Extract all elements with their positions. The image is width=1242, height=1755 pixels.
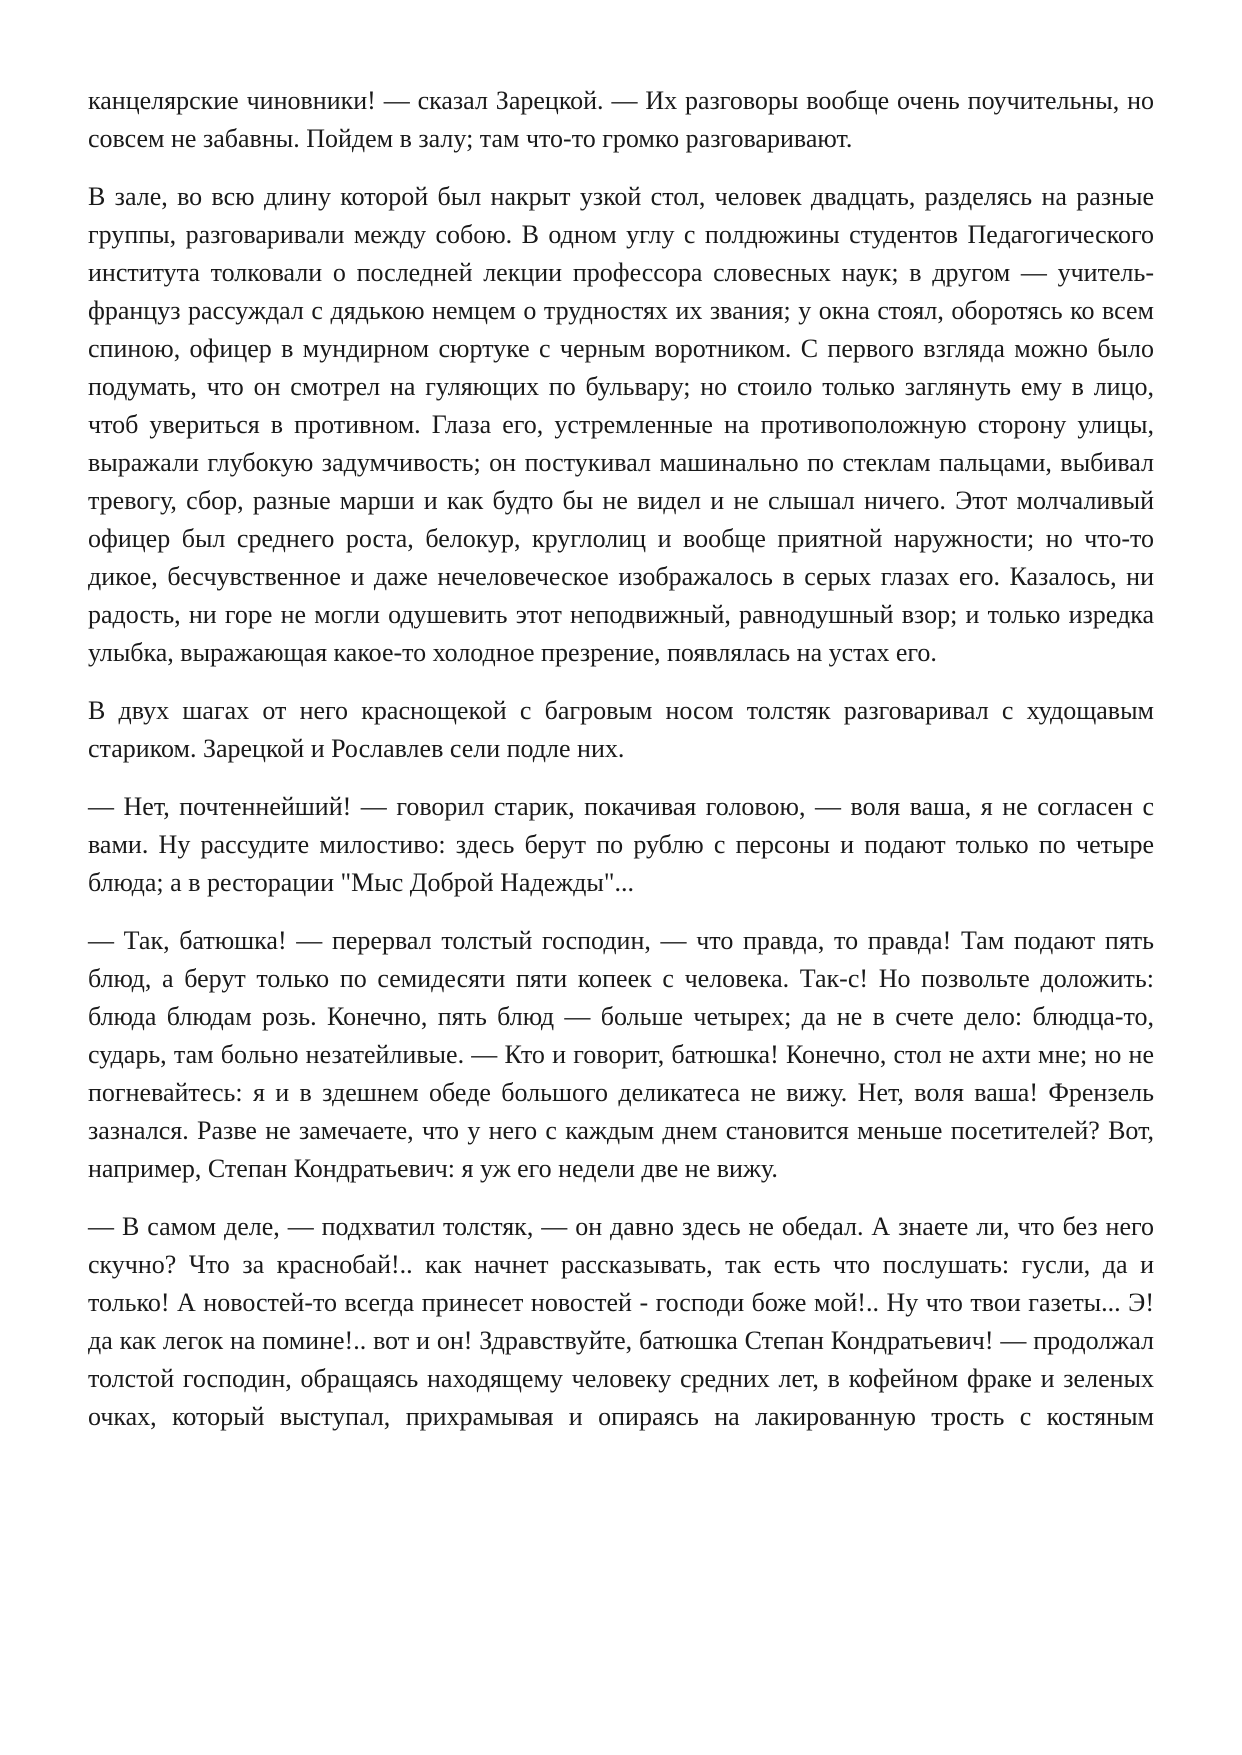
paragraph-1: канцелярские чиновники! — сказал Зарецкой. — Их разговоры вообще очень поучительны, но совсем не забавны. Пойдем в залу; там что-то громко разговаривают. [88,86,1154,153]
paragraph-4: — Нет, почтеннейший! — говорил старик, покачивая головою, — воля ваша, я не согласен с вами. Ну рассудите милостиво: здесь берут по рублю с персоны и подают только по четыре блюда; а в ресторации "Мыс Доброй Надежды"... [88,792,1154,897]
paragraph-6: — В самом деле, — подхватил толстяк, — он давно здесь не обедал. А знаете ли, что без него скучно? Что за краснобай!.. как начнет рассказывать, так есть что послушать: гусли, да и только! А новостей-то всегда принесет новостей - господи боже мой!.. Ну что твои газеты... Э! да как легок на помине!.. вот и он! Здравствуйте, батюшка Степан Кондратьевич! — продолжал толстой господин, обращаясь находящему человеку средних лет, в кофейном фраке и зеленых очках, который выступал, прихрамывая и опираясь на лакированную трость с костяным [88,1212,1154,1431]
paragraph-3: В двух шагах от него краснощекой с багровым носом толстяк разговаривал с худощавым стариком. Зарецкой и Рославлев сели подле них. [88,696,1154,763]
page-body [88,82,1154,1436]
paragraph-2: В зале, во всю длину которой был накрыт узкой стол, человек двадцать, разделясь на разные группы, разговаривали между собою. В одном углу с полдюжины студентов Педагогического института толковали о последней лекции профессора словесных наук; в другом — учитель-француз рассуждал с дядькою немцем о трудностях их звания; у окна стоял, оборотясь ко всем спиною, офицер в мундирном сюртуке с черным воротником. С первого взгляда можно было подумать, что он смотрел на гуляющих по бульвару; но стоило только заглянуть ему в лицо, чтоб увериться в противном. Глаза его, устремленные на противоположную сторону улицы, выражали глубокую задумчивость; он постукивал машинально по стеклам пальцами, выбивал тревогу, сбор, разные марши и как будто бы не видел и не слышал ничего. Этот молчаливый офицер был среднего роста, белокур, круглолиц и вообще приятной наружности; но что-то дикое, бесчувственное и даже нечеловеческое изображалось в серых глазах его. Казалось, ни радость, ни горе не могли одушевить этот неподвижный, равнодушный взор; и только изредка улыбка, выражающая какое-то холодное презрение, появлялась на устах его. [88,182,1154,667]
paragraph-5: — Так, батюшка! — перервал толстый господин, — что правда, то правда! Там подают пять блюд, а берут только по семидесяти пяти копеек с человека. Так-с! Но позвольте доложить: блюда блюдам розь. Конечно, пять блюд — больше четырех; да не в счете дело: блюдца-то, сударь, там больно незатейливые. — Кто и говорит, батюшка! Конечно, стол не ахти мне; но не погневайтесь: я и в здешнем обеде большого деликатеса не вижу. Нет, воля ваша! Френзель зазнался. Разве не замечаете, что у него с каждым днем становится меньше посетителей? Вот, например, Степан Кондратьевич: я уж его недели две не вижу. [88,926,1154,1183]
